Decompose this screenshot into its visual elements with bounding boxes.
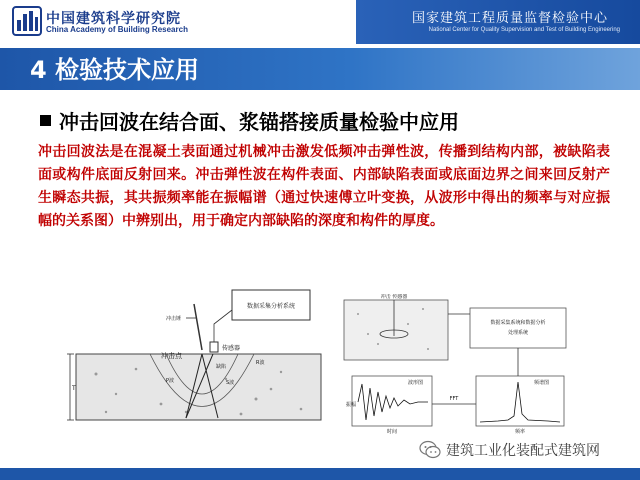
waveform-spectrum-diagram [338, 294, 576, 434]
amp-axis-label: 振幅 [346, 402, 357, 408]
watermark [418, 438, 600, 462]
system-label-line2: 处理系统 [507, 330, 529, 336]
p-wave-label: P波 [166, 378, 175, 384]
subtitle-row [40, 105, 459, 135]
slide-subtitle: 冲击回波在结合面、浆锚搭接质量检验中应用 [59, 109, 459, 134]
system-label-line1: 数据采集系统和数据分析 [490, 320, 546, 326]
slide-title: 4 检验技术应用 [30, 56, 200, 84]
r-wave-label: R波 [256, 360, 265, 366]
sensor-label: 传感器 [222, 345, 241, 352]
impact-echo-schematic [66, 284, 328, 434]
org-name-cn: 中国建筑科学研究院 [46, 11, 181, 27]
footer-bar [0, 468, 640, 480]
bullet-square-icon [40, 115, 51, 126]
defect-label: 缺陷 [216, 364, 227, 370]
wechat-icon [418, 438, 442, 462]
body-paragraph: 冲击回波法是在混凝土表面通过机械冲击激发低频冲击弹性波，传播到结构内部，被缺陷表面或构件底面反射回来。冲击弹性波在构件表面、内部缺陷表面或底面边界之间来回反射产生瞬态共振，其共振频率能在振幅谱（通过快速傅立叶变换，从波形中得出的频率与对应振幅的关系图）中辨别出，用于确定内部缺陷的深度和构件的厚度。 [38, 144, 610, 229]
daq-box-label: 数据采集分析系统 [246, 303, 296, 310]
center-banner [356, 0, 640, 44]
s-wave-label: S波 [226, 380, 235, 386]
slide-header [0, 0, 640, 44]
building-emblem-icon [12, 6, 42, 36]
fft-label: FFT [449, 396, 459, 402]
time-axis-label: 时间 [386, 429, 398, 434]
org-name-en: China Academy of Building Research [46, 25, 188, 34]
freq-axis-label: 频率 [514, 429, 526, 434]
center-name-en: National Center for Quality Supervision and Test of Building Engineering [428, 27, 620, 33]
impact-point-label: 冲击点 [161, 352, 182, 360]
right-sensor-label: 冲击 传感器 [380, 294, 408, 300]
thickness-label: T [72, 385, 76, 392]
waveform-label: 波形图 [408, 380, 424, 386]
hammer-label: 冲击锤 [166, 316, 182, 322]
watermark-text: 建筑工业化装配式建筑网 [446, 443, 600, 459]
spectrum-label: 频谱图 [534, 380, 550, 386]
center-name-cn: 国家建筑工程质量监督检验中心 [411, 11, 608, 26]
